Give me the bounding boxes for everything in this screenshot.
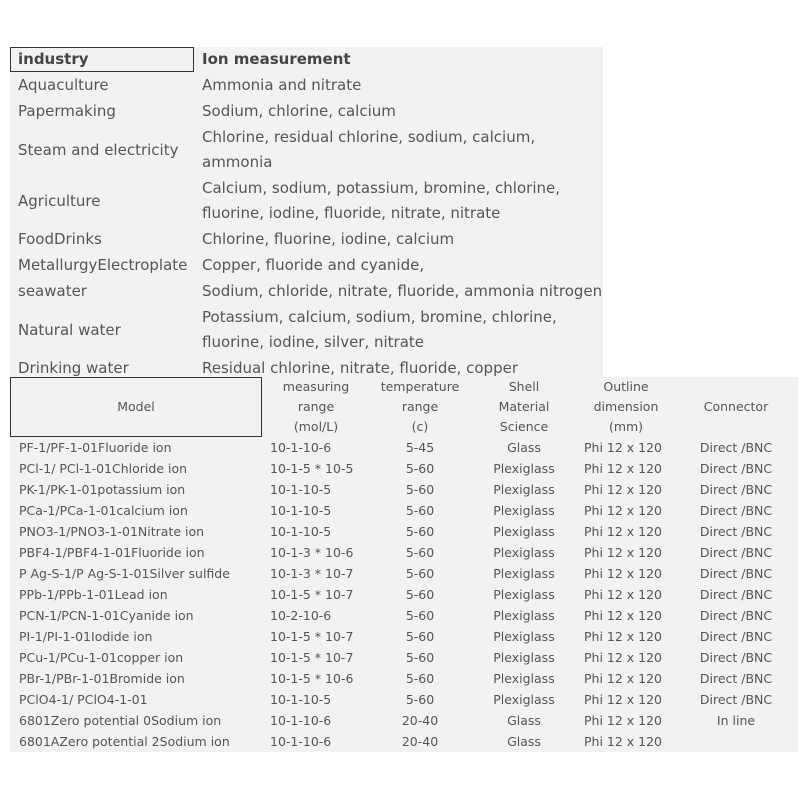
measuring-range-cell: 10-1-10-5: [270, 503, 332, 518]
measuring-range-header-line: (mol/L): [293, 419, 339, 434]
connector-cell: In line: [716, 713, 756, 728]
outline-dimension-cell: Phi 12 x 120: [584, 566, 663, 581]
measuring-range-cell: 10-1-5 * 10-7: [270, 650, 354, 665]
shell-material-cell: Plexiglass: [493, 671, 555, 686]
outline-dimension-cell: Phi 12 x 120: [584, 545, 663, 560]
ion-measurement-line: Sodium, chlorine, calcium: [202, 102, 396, 120]
model-row: [10, 500, 798, 521]
connector-cell: Direct /BNC: [699, 587, 773, 602]
measuring-range-cell: 10-2-10-6: [270, 608, 332, 623]
shell-material-cell: Plexiglass: [493, 566, 555, 581]
outline-dimension-cell: Phi 12 x 120: [584, 440, 663, 455]
model-row: [10, 605, 798, 626]
connector-cell: Direct /BNC: [699, 629, 773, 644]
industry-table-body: [10, 47, 603, 381]
industry-name-cell: FoodDrinks: [18, 230, 102, 248]
measuring-range-header-line: range: [297, 399, 335, 414]
model-row: [10, 668, 798, 689]
ion-measurement-line: Ammonia and nitrate: [202, 76, 362, 94]
industry-name-cell: Agriculture: [18, 191, 101, 210]
model-table-body: [10, 437, 798, 752]
model-row: [10, 563, 798, 584]
shell-material-cell: Glass: [507, 440, 541, 455]
industry-name-cell: Natural water: [18, 320, 121, 339]
model-cell: PBF4-1/PBF4-1-01Fluoride ion: [19, 545, 205, 560]
shell-material-cell: Plexiglass: [493, 629, 555, 644]
model-header-row: [10, 377, 798, 437]
model-cell: PBr-1/PBr-1-01Bromide ion: [19, 671, 185, 686]
measuring-range-cell: 10-1-3 * 10-7: [270, 566, 354, 581]
industry-header-cell: industry: [10, 47, 194, 72]
ion-measurement-line: Chlorine, fluorine, iodine, calcium: [202, 230, 455, 248]
shell-material-cell: Plexiglass: [493, 482, 555, 497]
outline-dimension-cell: Phi 12 x 120: [584, 734, 663, 749]
shell-material-cell: Plexiglass: [493, 692, 555, 707]
model-cell: PI-1/PI-1-01Iodide ion: [19, 629, 153, 644]
temperature-range-cell: 5-60: [405, 650, 435, 665]
connector-cell: Direct /BNC: [699, 440, 773, 455]
shell-material-header: [470, 377, 578, 437]
ion-measurement-line: Calcium, sodium, potassium, bromine, chlorine,: [202, 179, 560, 197]
connector-cell: Direct /BNC: [699, 482, 773, 497]
industry-name-cell: Papermaking: [18, 102, 116, 120]
connector-header-line: Connector: [703, 399, 769, 414]
temperature-range-cell: 5-60: [405, 566, 435, 581]
temperature-range-cell: 5-60: [405, 503, 435, 518]
industry-row: [10, 278, 603, 304]
connector-cell: Direct /BNC: [699, 503, 773, 518]
temperature-range-header-line: range: [401, 399, 439, 414]
ion-measurement-line: fluorine, iodine, silver, nitrate: [202, 333, 425, 351]
model-cell: PF-1/PF-1-01Fluoride ion: [19, 440, 172, 455]
outline-dimension-cell: Phi 12 x 120: [584, 713, 663, 728]
outline-dimension-header-line: dimension: [593, 399, 659, 414]
model-cell: 6801AZero potential 2Sodium ion: [19, 734, 230, 749]
connector-cell: [674, 731, 798, 752]
model-cell: 6801Zero potential 0Sodium ion: [19, 713, 222, 728]
shell-material-header-line: Science: [499, 419, 549, 434]
model-table: [10, 377, 798, 752]
industry-row: [10, 226, 603, 252]
temperature-range-cell: 5-60: [405, 692, 435, 707]
ion-measurement-cell: [194, 175, 603, 226]
measuring-range-cell: 10-1-10-6: [270, 440, 332, 455]
industry-name-cell: seawater: [18, 282, 87, 300]
ion-measurement-cell: [194, 226, 603, 252]
ion-measurement-cell: [194, 98, 603, 124]
temperature-range-header-line: temperature: [380, 379, 460, 394]
model-cell: PK-1/PK-1-01potassium ion: [19, 482, 186, 497]
outline-dimension-cell: Phi 12 x 120: [584, 524, 663, 539]
outline-dimension-cell: Phi 12 x 120: [584, 692, 663, 707]
measuring-range-cell: 10-1-10-6: [270, 734, 332, 749]
model-cell: PClO4-1/ PClO4-1-01: [19, 692, 148, 707]
ion-measurement-line: ammonia: [202, 153, 273, 171]
measuring-range-cell: 10-1-5 * 10-7: [270, 629, 354, 644]
ion-measurement-cell: [194, 124, 603, 175]
connector-cell: Direct /BNC: [699, 545, 773, 560]
ion-measurement-cell: [194, 304, 603, 355]
ion-measurement-line: fluorine, iodine, fluoride, nitrate, nitrate: [202, 204, 501, 222]
temperature-range-cell: 5-60: [405, 608, 435, 623]
model-row: [10, 689, 798, 710]
model-row: [10, 710, 798, 731]
model-cell: PNO3-1/PNO3-1-01Nitrate ion: [19, 524, 205, 539]
measuring-range-cell: 10-1-3 * 10-6: [270, 545, 354, 560]
connector-cell: Direct /BNC: [699, 566, 773, 581]
model-cell: PCl-1/ PCl-1-01Chloride ion: [19, 461, 188, 476]
model-cell: P Ag-S-1/P Ag-S-1-01Silver sulfide: [19, 566, 230, 581]
ion-measurement-cell: [194, 278, 603, 304]
industry-table: [10, 47, 603, 381]
outline-dimension-cell: Phi 12 x 120: [584, 629, 663, 644]
temperature-range-cell: 20-40: [401, 734, 439, 749]
ion-measurement-line: Residual chlorine, nitrate, fluoride, copper: [202, 359, 518, 377]
shell-material-cell: Plexiglass: [493, 461, 555, 476]
industry-name-cell: Aquaculture: [18, 76, 109, 94]
model-row: [10, 584, 798, 605]
connector-header: [674, 377, 798, 437]
model-cell: PCu-1/PCu-1-01copper ion: [19, 650, 184, 665]
connector-cell: Direct /BNC: [699, 461, 773, 476]
measuring-range-cell: 10-1-5 * 10-5: [270, 461, 354, 476]
measuring-range-cell: 10-1-10-6: [270, 713, 332, 728]
industry-row: [10, 124, 603, 175]
shell-material-cell: Plexiglass: [493, 503, 555, 518]
connector-cell: Direct /BNC: [699, 671, 773, 686]
model-header-line: Model: [117, 399, 155, 414]
outline-dimension-cell: Phi 12 x 120: [584, 461, 663, 476]
industry-name-cell: Drinking water: [18, 359, 129, 377]
temperature-range-cell: 5-60: [405, 587, 435, 602]
industry-name-cell: MetallurgyElectroplate: [18, 256, 188, 274]
outline-dimension-cell: Phi 12 x 120: [584, 671, 663, 686]
outline-dimension-cell: Phi 12 x 120: [584, 587, 663, 602]
temperature-range-header: [370, 377, 470, 437]
ion-measurement-cell: [194, 72, 603, 98]
outline-dimension-cell: Phi 12 x 120: [584, 650, 663, 665]
ion-measurement-line: Sodium, chloride, nitrate, fluoride, ammonia nitrogen: [202, 282, 603, 300]
connector-cell: Direct /BNC: [699, 524, 773, 539]
connector-cell: Direct /BNC: [699, 692, 773, 707]
shell-material-header-line: Shell: [508, 379, 540, 394]
temperature-range-cell: 5-60: [405, 629, 435, 644]
measuring-range-header: [262, 377, 370, 437]
model-row: [10, 626, 798, 647]
shell-material-header-line: Material: [498, 399, 550, 414]
temperature-range-cell: 5-60: [405, 461, 435, 476]
shell-material-cell: Plexiglass: [493, 545, 555, 560]
measuring-range-cell: 10-1-10-5: [270, 692, 332, 707]
shell-material-cell: Plexiglass: [493, 608, 555, 623]
ion-measurement-cell: [194, 252, 603, 278]
temperature-range-cell: 5-45: [405, 440, 435, 455]
connector-cell: Direct /BNC: [699, 608, 773, 623]
ion-measurement-line: Copper, fluoride and cyanide,: [202, 256, 425, 274]
shell-material-cell: Plexiglass: [493, 587, 555, 602]
model-row: [10, 647, 798, 668]
ion-measurement-header-cell: Ion measurement: [202, 50, 351, 68]
industry-row: [10, 175, 603, 226]
model-cell: PPb-1/PPb-1-01Lead ion: [19, 587, 168, 602]
shell-material-cell: Glass: [507, 713, 541, 728]
temperature-range-cell: 5-60: [405, 524, 435, 539]
outline-dimension-cell: Phi 12 x 120: [584, 503, 663, 518]
outline-dimension-header: [578, 377, 674, 437]
temperature-range-header-line: (c): [411, 419, 429, 434]
outline-dimension-header-line: Outline: [603, 379, 649, 394]
connector-cell: Direct /BNC: [699, 650, 773, 665]
ion-measurement-line: Potassium, calcium, sodium, bromine, chlorine,: [202, 308, 557, 326]
model-header: [10, 377, 262, 437]
industry-row: [10, 252, 603, 278]
model-table-head: [10, 377, 798, 437]
model-row: [10, 437, 798, 458]
model-cell: PCa-1/PCa-1-01calcium ion: [19, 503, 188, 518]
model-row: [10, 542, 798, 563]
industry-header-row: [10, 47, 603, 72]
temperature-range-cell: 5-60: [405, 482, 435, 497]
shell-material-cell: Glass: [507, 734, 541, 749]
industry-name-cell: Steam and electricity: [18, 140, 179, 159]
temperature-range-cell: 5-60: [405, 671, 435, 686]
model-cell: PCN-1/PCN-1-01Cyanide ion: [19, 608, 194, 623]
model-row: [10, 521, 798, 542]
measuring-range-cell: 10-1-5 * 10-6: [270, 671, 354, 686]
temperature-range-cell: 20-40: [401, 713, 439, 728]
outline-dimension-cell: Phi 12 x 120: [584, 608, 663, 623]
ion-measurement-line: Chlorine, residual chlorine, sodium, calcium,: [202, 128, 536, 146]
model-row: [10, 731, 798, 752]
industry-row: [10, 304, 603, 355]
industry-row: [10, 72, 603, 98]
model-row: [10, 479, 798, 500]
shell-material-cell: Plexiglass: [493, 524, 555, 539]
measuring-range-cell: 10-1-10-5: [270, 524, 332, 539]
temperature-range-cell: 5-60: [405, 545, 435, 560]
industry-row: [10, 98, 603, 124]
model-row: [10, 458, 798, 479]
outline-dimension-cell: Phi 12 x 120: [584, 482, 663, 497]
shell-material-cell: Plexiglass: [493, 650, 555, 665]
measuring-range-header-line: measuring: [282, 379, 350, 394]
measuring-range-cell: 10-1-10-5: [270, 482, 332, 497]
outline-dimension-header-line: (mm): [608, 419, 644, 434]
measuring-range-cell: 10-1-5 * 10-7: [270, 587, 354, 602]
